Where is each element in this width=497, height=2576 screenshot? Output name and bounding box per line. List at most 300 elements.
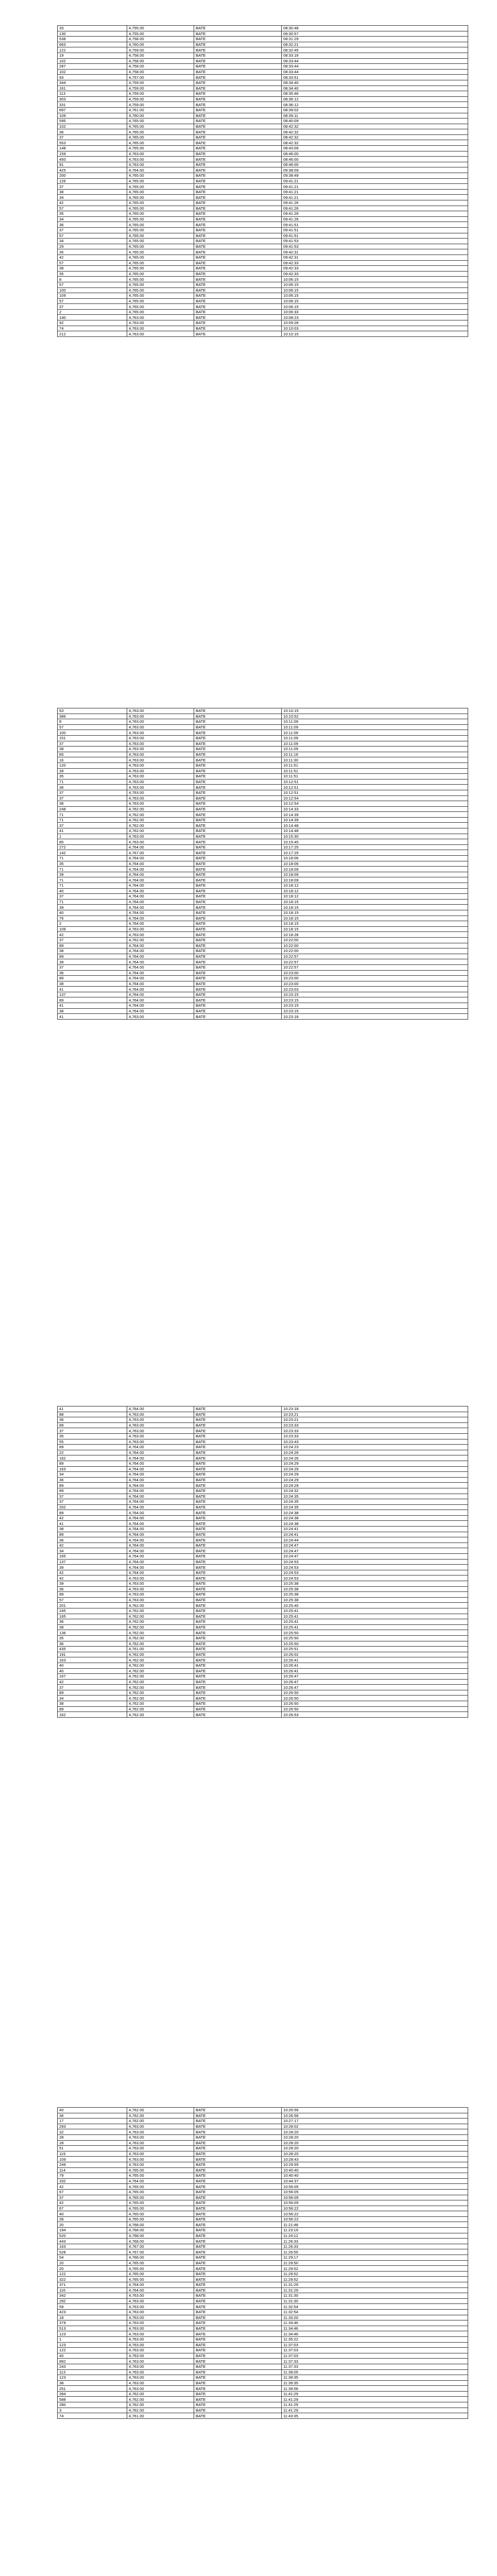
venue-cell: BATE [194,1592,282,1598]
venue-cell: BATE [194,1455,282,1461]
venue-cell: BATE [194,714,282,719]
table-row [58,2119,468,2124]
table-row [58,1477,468,1483]
venue-cell: BATE [194,801,282,807]
volume-cell: 280 [58,2402,127,2408]
price-cell: 4,763.00 [127,2309,194,2315]
table-row [58,774,468,779]
price-cell: 4,765.00 [127,233,194,239]
venue-cell: BATE [194,1548,282,1554]
table-row [58,151,468,157]
venue-cell: BATE [194,976,282,981]
price-cell: 4,763.00 [127,1597,194,1603]
table-row [58,167,468,173]
venue-cell: BATE [194,1527,282,1532]
venue-cell: BATE [194,1014,282,1020]
price-cell: 4,762.00 [127,1701,194,1707]
time-cell: 10:56:05 [282,2189,468,2195]
trade-page-1 [57,25,468,337]
price-cell: 4,762.00 [127,1674,194,1680]
table-row [58,757,468,763]
table-row [58,222,468,228]
volume-cell: 37 [58,1499,127,1505]
table-row [58,905,468,910]
volume-cell: 85 [58,839,127,845]
price-cell: 4,765.00 [127,271,194,277]
price-cell: 4,764.00 [127,2287,194,2293]
volume-cell: 159 [58,151,127,157]
price-cell: 4,764.00 [127,948,194,954]
venue-cell: BATE [194,249,282,255]
price-cell: 4,764.00 [127,877,194,883]
price-cell: 4,762.00 [127,1668,194,1674]
table-row [58,861,468,867]
venue-cell: BATE [194,206,282,211]
table-row [58,2206,468,2211]
volume-cell: 39 [58,959,127,965]
table-row [58,735,468,741]
table-row [58,1624,468,1630]
time-cell: 10:11:51 [282,768,468,774]
venue-cell: BATE [194,1581,282,1587]
price-cell: 4,764.00 [127,899,194,905]
trades-table [57,1406,468,1718]
volume-cell: 344 [58,80,127,86]
volume-cell: 122 [58,2348,127,2353]
price-cell: 4,762.00 [127,1652,194,1657]
price-cell: 4,764.00 [127,2282,194,2288]
volume-cell: 40 [58,888,127,894]
volume-cell: 588 [58,2397,127,2402]
venue-cell: BATE [194,844,282,850]
price-cell: 4,759.00 [127,47,194,53]
price-cell: 4,765.00 [127,184,194,190]
time-cell: 11:31:29 [282,2287,468,2293]
volume-cell: 42 [58,1575,127,1581]
price-cell: 4,763.00 [127,2375,194,2381]
table-row [58,1433,468,1439]
price-cell: 4,762.00 [127,1690,194,1696]
volume-cell: 71 [58,779,127,785]
price-cell: 4,763.00 [127,747,194,752]
price-cell: 4,764.00 [127,992,194,997]
table-row [58,2402,468,2408]
table-row [58,2260,468,2266]
volume-cell: 36 [58,1641,127,1647]
volume-cell: 595 [58,118,127,124]
volume-cell: 163 [58,1657,127,1663]
price-cell: 4,765.00 [127,2200,194,2206]
table-row [58,1635,468,1641]
time-cell: 10:23:21 [282,1412,468,1417]
volume-cell: 42 [58,1543,127,1548]
volume-cell: 39 [58,2216,127,2222]
table-row [58,2413,468,2419]
volume-cell: 287 [58,64,127,70]
time-cell: 09:41:26 [282,211,468,217]
price-cell: 4,762.00 [127,1712,194,1718]
table-row [58,1483,468,1488]
venue-cell: BATE [194,872,282,877]
volume-cell: 528 [58,2249,127,2255]
time-cell: 10:25:41 [282,1608,468,1614]
table-row [58,1712,468,1718]
venue-cell: BATE [194,146,282,151]
price-cell: 4,763.00 [127,795,194,801]
venue-cell: BATE [194,2380,282,2386]
venue-cell: BATE [194,1439,282,1445]
price-cell: 4,763.00 [127,757,194,763]
table-row [58,227,468,233]
venue-cell: BATE [194,140,282,146]
price-cell: 4,763.00 [127,2326,194,2331]
price-cell: 4,762.00 [127,2113,194,2119]
venue-cell: BATE [194,1674,282,1680]
volume-cell: 37 [58,795,127,801]
time-cell: 08:42:32 [282,129,468,135]
time-cell: 08:32:45 [282,47,468,53]
time-cell: 08:34:40 [282,86,468,91]
table-row [58,850,468,856]
time-cell: 10:24:38 [282,1515,468,1521]
table-row [58,997,468,1003]
volume-cell: 892 [58,2359,127,2364]
price-cell: 4,763.00 [127,2380,194,2386]
table-row [58,107,468,113]
time-cell: 08:43:09 [282,146,468,151]
venue-cell: BATE [194,1537,282,1543]
venue-cell: BATE [194,834,282,839]
volume-cell: 379 [58,2320,127,2326]
table-row [58,779,468,785]
venue-cell: BATE [194,1003,282,1009]
venue-cell: BATE [194,1712,282,1718]
price-cell: 4,764.00 [127,856,194,861]
table-row [58,211,468,217]
time-cell: 10:24:47 [282,1554,468,1560]
time-cell: 09:41:21 [282,195,468,200]
venue-cell: BATE [194,888,282,894]
price-cell: 4,764.00 [127,916,194,921]
time-cell: 10:18:15 [282,921,468,927]
time-cell: 11:37:33 [282,2364,468,2369]
price-cell: 4,765.00 [127,146,194,151]
price-cell: 4,764.00 [127,883,194,889]
time-cell: 08:42:32 [282,140,468,146]
volume-cell: 57 [58,260,127,266]
volume-cell: 538 [58,37,127,42]
table-row [58,1559,468,1565]
time-cell: 10:28:20 [282,2134,468,2140]
table-row [58,899,468,905]
volume-cell: 41 [58,1014,127,1020]
volume-cell: 272 [58,844,127,850]
venue-cell: BATE [194,1428,282,1434]
table-row [58,2157,468,2162]
volume-cell: 42 [58,932,127,938]
time-cell: 09:41:53 [282,244,468,249]
table-row [58,877,468,883]
table-row [58,31,468,37]
volume-cell: 37 [58,184,127,190]
price-cell: 4,758.00 [127,69,194,75]
volume-cell: 89 [58,943,127,948]
volume-cell: 91 [58,162,127,167]
time-cell: 10:23:18 [282,1014,468,1020]
volume-cell: 191 [58,1652,127,1657]
table-row [58,189,468,195]
venue-cell: BATE [194,2157,282,2162]
price-cell: 4,762.00 [127,1696,194,1701]
venue-cell: BATE [194,211,282,217]
table-row [58,2336,468,2342]
volume-cell: 151 [58,735,127,741]
price-cell: 4,765.00 [127,298,194,304]
time-cell: 10:26:47 [282,1679,468,1685]
table-row [58,2408,468,2413]
venue-cell: BATE [194,1412,282,1417]
time-cell: 10:23:15 [282,1003,468,1009]
price-cell: 4,763.00 [127,315,194,320]
table-row [58,102,468,108]
venue-cell: BATE [194,277,282,282]
venue-cell: BATE [194,2233,282,2239]
table-row [58,124,468,129]
time-cell: 11:34:46 [282,2326,468,2331]
venue-cell: BATE [194,184,282,190]
time-cell: 10:18:28 [282,932,468,938]
price-cell: 4,762.00 [127,1679,194,1685]
time-cell: 10:24:26 [282,1455,468,1461]
price-cell: 4,764.00 [127,1515,194,1521]
time-cell: 10:24:38 [282,1510,468,1516]
volume-cell: 39 [58,905,127,910]
price-cell: 4,764.00 [127,1554,194,1560]
table-row [58,2173,468,2179]
price-cell: 4,763.00 [127,162,194,167]
volume-cell: 123 [58,2342,127,2348]
volume-cell: 28 [58,2134,127,2140]
time-cell: 10:12:54 [282,795,468,801]
price-cell: 4,764.00 [127,167,194,173]
time-cell: 10:56:05 [282,2184,468,2190]
time-cell: 09:41:51 [282,233,468,239]
table-row [58,2304,468,2310]
table-row [58,2184,468,2190]
price-cell: 4,763.00 [127,730,194,736]
table-row [58,916,468,921]
price-cell: 4,763.00 [127,1592,194,1598]
volume-cell: 140 [58,315,127,320]
volume-cell: 113 [58,91,127,97]
table-row [58,1696,468,1701]
table-row [58,320,468,326]
table-row [58,762,468,768]
table-row [58,719,468,725]
venue-cell: BATE [194,774,282,779]
table-row [58,790,468,795]
volume-cell: 163 [58,2244,127,2249]
volume-cell: 123 [58,2375,127,2381]
volume-cell: 71 [58,817,127,823]
volume-cell: 332 [58,2178,127,2184]
price-cell: 4,762.00 [127,2402,194,2408]
time-cell: 08:39:02 [282,107,468,113]
volume-cell: 3 [58,2408,127,2413]
time-cell: 10:10:03 [282,326,468,331]
time-cell: 10:24:29 [282,1477,468,1483]
volume-cell: 20 [58,2260,127,2266]
volume-cell: 137 [58,992,127,997]
price-cell: 4,763.00 [127,2293,194,2299]
time-cell: 09:41:21 [282,184,468,190]
time-cell: 08:32:21 [282,42,468,47]
price-cell: 4,763.00 [127,790,194,795]
volume-cell: 38 [58,1008,127,1014]
table-row [58,1565,468,1570]
volume-cell: 19 [58,53,127,58]
table-row [58,1608,468,1614]
table-row [58,1706,468,1712]
price-cell: 4,755.00 [127,26,194,31]
table-row [58,1515,468,1521]
table-row [58,976,468,981]
venue-cell: BATE [194,189,282,195]
time-cell: 10:26:41 [282,1668,468,1674]
time-cell: 10:24:53 [282,1570,468,1575]
table-row [58,2200,468,2206]
table-row [58,888,468,894]
volume-cell: 59 [58,2304,127,2310]
table-row [58,948,468,954]
price-cell: 4,762.00 [127,1706,194,1712]
time-cell: 08:33:44 [282,58,468,64]
volume-cell: 102 [58,124,127,129]
price-cell: 4,763.00 [127,320,194,326]
volume-cell: 292 [58,2298,127,2304]
venue-cell: BATE [194,730,282,736]
volume-cell: 249 [58,2162,127,2167]
volume-cell: 251 [58,2386,127,2392]
time-cell: 10:11:09 [282,741,468,747]
time-cell: 10:11:09 [282,724,468,730]
price-cell: 4,763.00 [127,2369,194,2375]
table-row [58,2359,468,2364]
volume-cell: 40 [58,2108,127,2113]
table-row [58,1510,468,1516]
price-cell: 4,762.00 [127,2108,194,2113]
price-cell: 4,764.00 [127,910,194,916]
venue-cell: BATE [194,1586,282,1592]
volume-cell: 201 [58,1603,127,1608]
time-cell: 10:44:37 [282,2178,468,2184]
venue-cell: BATE [194,812,282,818]
price-cell: 4,763.00 [127,724,194,730]
table-row [58,140,468,146]
venue-cell: BATE [194,2178,282,2184]
volume-cell: 71 [58,877,127,883]
time-cell: 11:23:19 [282,2228,468,2233]
table-row [58,26,468,31]
venue-cell: BATE [194,75,282,80]
time-cell: 10:24:38 [282,1521,468,1527]
venue-cell: BATE [194,2119,282,2124]
volume-cell: 38 [58,948,127,954]
time-cell: 10:24:41 [282,1532,468,1537]
price-cell: 4,765.00 [127,309,194,315]
table-row [58,954,468,959]
venue-cell: BATE [194,1461,282,1466]
venue-cell: BATE [194,1433,282,1439]
table-row [58,69,468,75]
venue-cell: BATE [194,102,282,108]
table-row [58,113,468,118]
volume-cell: 42 [58,1570,127,1575]
volume-cell: 126 [58,178,127,184]
price-cell: 4,765.00 [127,2211,194,2217]
volume-cell: 40 [58,2211,127,2217]
venue-cell: BATE [194,1679,282,1685]
price-cell: 4,764.00 [127,1559,194,1565]
price-cell: 4,763.00 [127,1422,194,1428]
price-cell: 4,763.00 [127,2315,194,2320]
price-cell: 4,765.00 [127,195,194,200]
venue-cell: BATE [194,1510,282,1516]
table-row [58,2162,468,2167]
volume-cell: 18 [58,2315,127,2320]
price-cell: 4,765.00 [127,227,194,233]
table-row [58,2178,468,2184]
price-cell: 4,765.00 [127,206,194,211]
venue-cell: BATE [194,828,282,834]
time-cell: 11:31:29 [282,2282,468,2288]
table-row [58,249,468,255]
volume-cell: 520 [58,2233,127,2239]
trade-page-2 [57,708,468,1020]
price-cell: 4,765.00 [127,2277,194,2282]
time-cell: 10:56:05 [282,2195,468,2200]
price-cell: 4,763.00 [127,2146,194,2151]
time-cell: 10:10:52 [282,714,468,719]
time-cell: 10:18:12 [282,888,468,894]
time-cell: 10:26:41 [282,1657,468,1663]
price-cell: 4,764.00 [127,1466,194,1472]
time-cell: 10:24:44 [282,1537,468,1543]
volume-cell: 42 [58,2184,127,2190]
price-cell: 4,763.00 [127,1417,194,1423]
venue-cell: BATE [194,1635,282,1641]
price-cell: 4,763.00 [127,2151,194,2157]
table-row [58,943,468,948]
venue-cell: BATE [194,2255,282,2261]
table-row [58,937,468,943]
venue-cell: BATE [194,244,282,249]
table-row [58,184,468,190]
table-row [58,91,468,97]
price-cell: 4,764.00 [127,1548,194,1554]
volume-cell: 2 [58,921,127,927]
time-cell: 09:38:09 [282,167,468,173]
time-cell: 09:41:26 [282,216,468,222]
price-cell: 4,765.00 [127,189,194,195]
time-cell: 11:29:52 [282,2277,468,2282]
table-row [58,2391,468,2397]
table-row [58,1472,468,1478]
price-cell: 4,767.00 [127,2244,194,2249]
price-cell: 4,759.00 [127,80,194,86]
venue-cell: BATE [194,37,282,42]
time-cell: 10:40:40 [282,2167,468,2173]
